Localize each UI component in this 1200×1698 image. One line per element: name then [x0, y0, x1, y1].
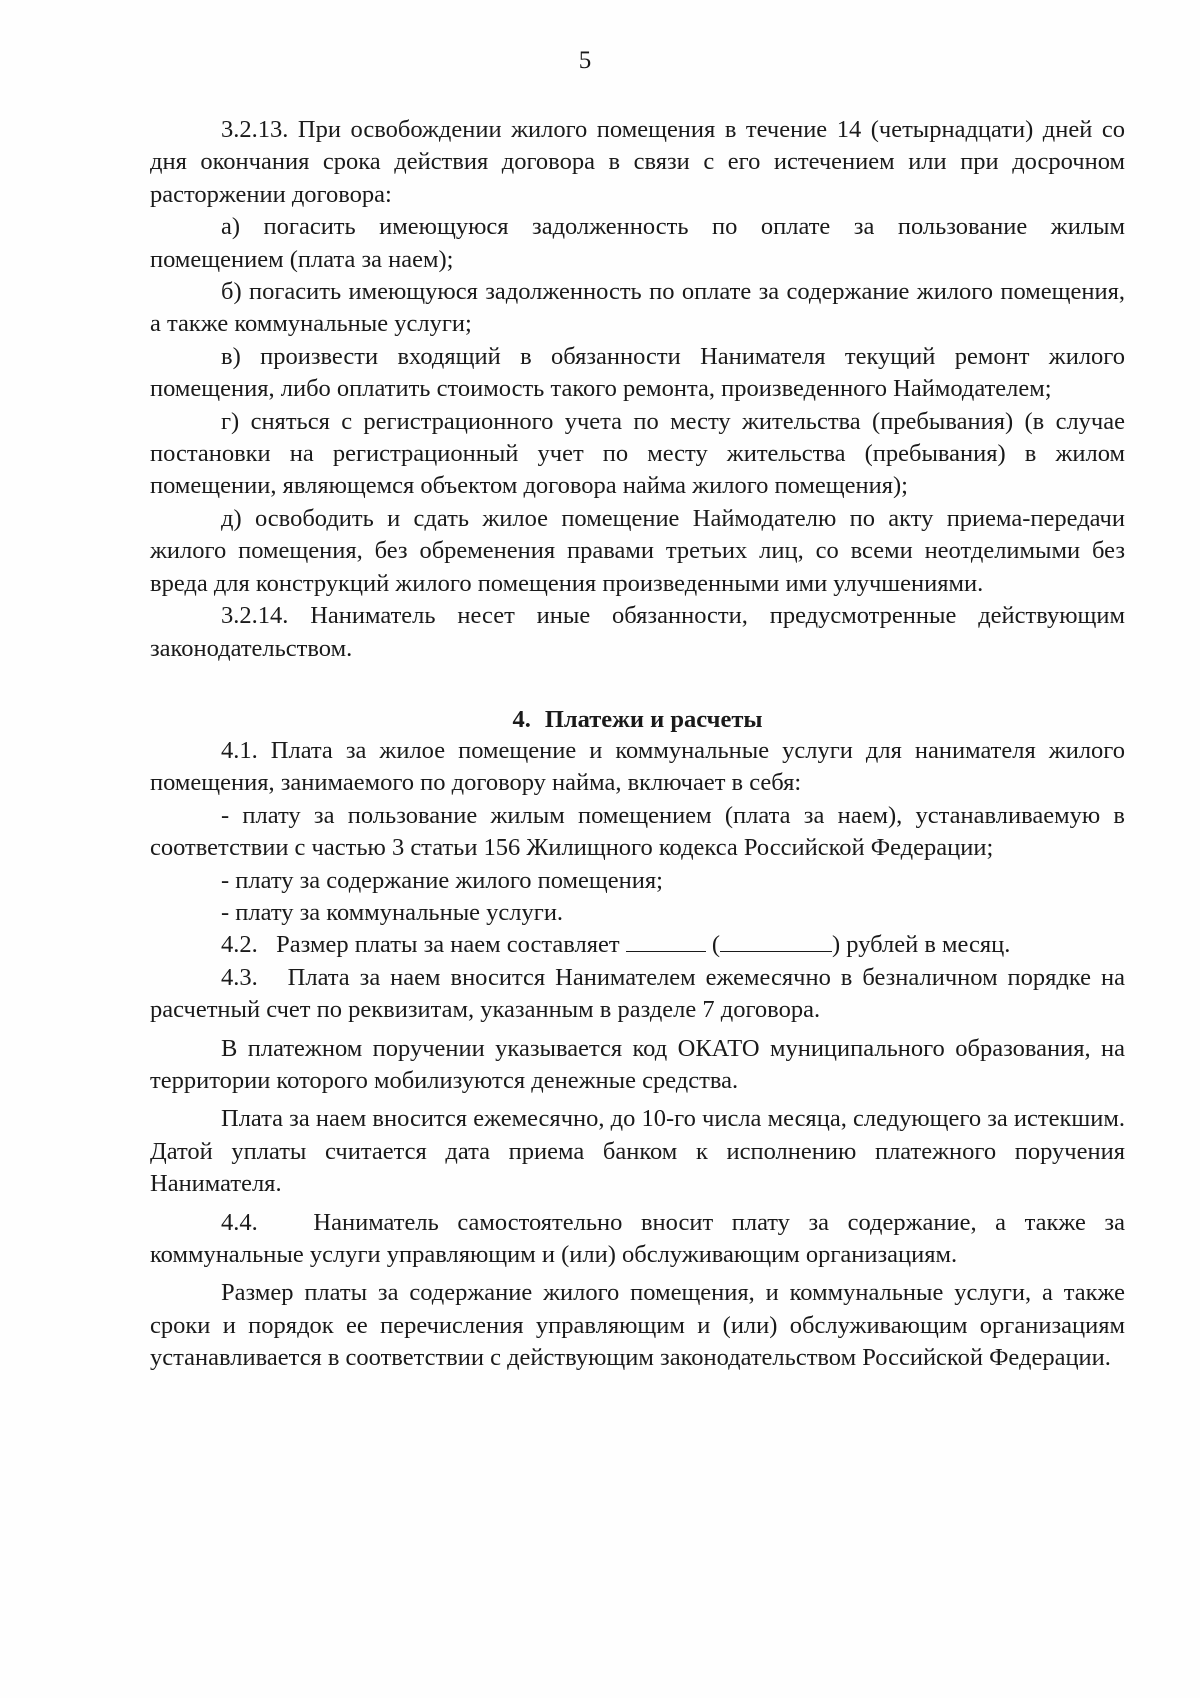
rent-amount-blank [626, 931, 706, 952]
clause-3-2-13-item-g: г) сняться с регистрационного учета по месту жительства (пребывания) (в случае постановки на регистрационный учет по месту жительства (пребывания) в жилом помещении, являющемся объектом договора найма жилого помещения); [150, 407, 1125, 500]
clause-3-2-13-item-v: в) произвести входящий в обязанности Нанимателя текущий ремонт жилого помещения, либо оплатить стоимость такого ремонта, произведенного Наймодателем; [150, 342, 1125, 403]
clause-4-1-dash-3: - плату за коммунальные услуги. [221, 898, 564, 926]
clause-3-2-13: 3.2.13. При освобождении жилого помещения в течение 14 (четырнадцати) дней со дня окончания срока действия договора в связи с его истечением или при досрочном расторжении договора: [150, 116, 1125, 208]
clause-3-2-13-item-a: а) погасить имеющуюся задолженность по оплате за пользование жилым помещением (плата за наем); [150, 213, 1125, 273]
page-number: 5 [578, 47, 592, 74]
document-body [150, 114, 1132, 1375]
section-4-number: 4. [512, 705, 531, 733]
clause-4-3: 4.3. Плата за наем вносится Нанимателем ежемесячно в безналичном порядке на расчетный счет по реквизитам, указанным в разделе 7 договора. [150, 963, 1132, 1024]
clause-4-4: 4.4. Наниматель самостоятельно вносит плату за содержание, а также за коммунальные услуги управляющим и (или) обслуживающим организациям. [150, 1208, 1132, 1268]
section-4-title: Платежи и расчеты [544, 705, 763, 733]
clause-4-1-dash-2: - плату за содержание жилого помещения; [221, 866, 663, 894]
clause-3-2-13-item-d: д) освободить и сдать жилое помещение Наймодателю по акту приема-передачи жилого помещения, без обременения правами третьих лиц, со всеми неотделимыми без вреда для конструкций жилого помещения произведенными ими улучшениями. [150, 504, 1125, 597]
rent-amount-words-blank [720, 931, 832, 952]
clause-4-2-prefix: 4.2. Размер платы за наем составляет [221, 931, 620, 959]
clause-4-1: 4.1. Плата за жилое помещение и коммунальные услуги для нанимателя жилого помещения, занимаемого по договору найма, включает в себя: [150, 736, 1125, 797]
section-4-heading [150, 705, 1125, 735]
clause-4-2 [150, 929, 1125, 961]
clause-3-2-13-item-b: б) погасить имеющуюся задолженность по оплате за содержание жилого помещения, а также коммунальные услуги; [150, 278, 1125, 338]
clause-4-2-paren-open: ( [711, 931, 720, 959]
clause-okato: В платежном поручении указывается код ОКАТО муниципального образования, на территории которого мобилизуются денежные средства. [150, 1034, 1125, 1094]
clause-4-2-suffix: ) рублей в месяц. [831, 931, 1011, 959]
clause-4-1-dash-1: - плату за пользование жилым помещением (плата за наем), устанавливаемую в соответствии с частью 3 статьи 156 Жилищного кодекса Российской Федерации; [150, 801, 1125, 862]
clause-payment-deadline: Плата за наем вносится ежемесячно, до 10-го числа месяца, следующего за истекшим. Датой уплаты считается дата приема банком к исполнению платежного поручения Нанимателя. [150, 1105, 1125, 1198]
clause-payment-size: Размер платы за содержание жилого помещения, и коммунальные услуги, а также сроки и порядок ее перечисления управляющим и (или) обслуживающим организациям устанавливается в соответствии с действующим законодательством Российской Федерации. [150, 1279, 1125, 1372]
clause-3-2-14: 3.2.14. Наниматель несет иные обязанности, предусмотренные действующим законодательством. [150, 602, 1125, 662]
